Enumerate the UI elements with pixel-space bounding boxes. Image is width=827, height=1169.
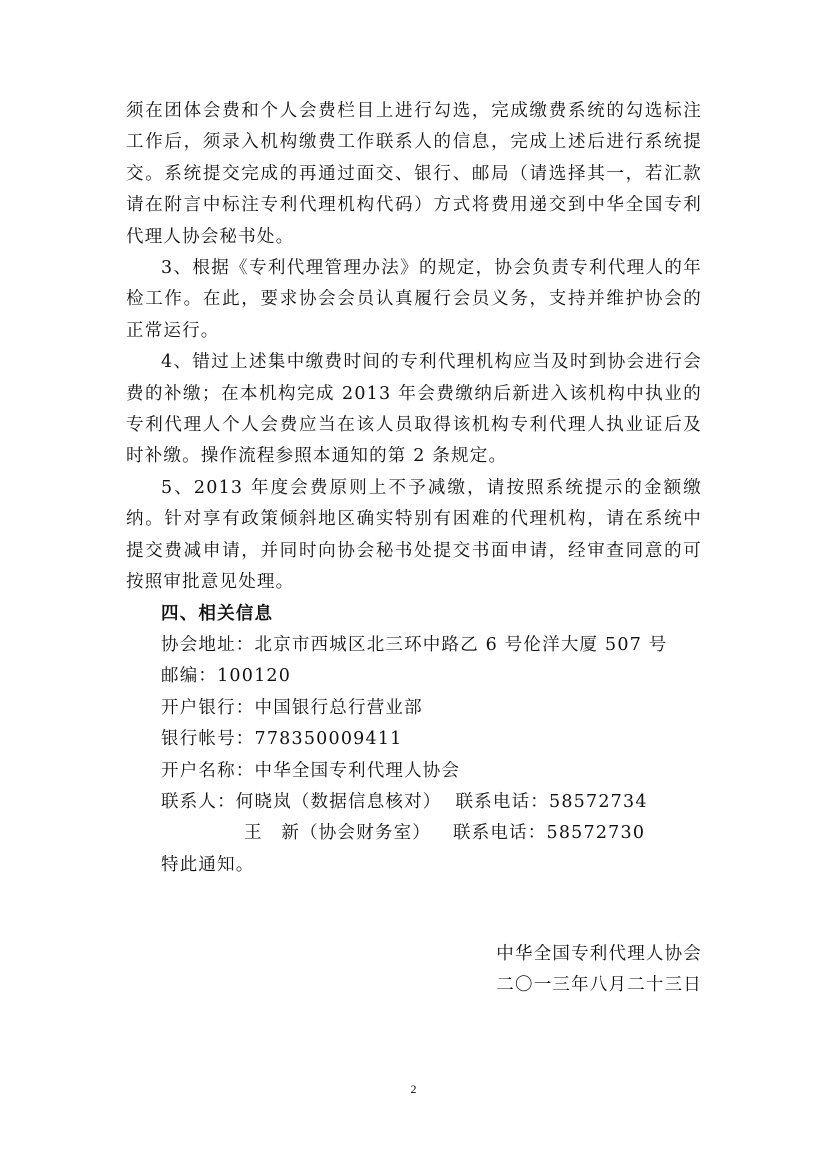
info-contact-1 xyxy=(126,787,702,818)
info-account: 银行帐号：778350009411 xyxy=(161,729,403,750)
contact-2-phone: 联系电话：58572730 xyxy=(453,823,646,844)
signature-date: 二〇一三年八月二十三日 xyxy=(496,975,702,996)
contact-2-name: 王 新（协会财务室） xyxy=(244,823,431,844)
info-contact-2 xyxy=(126,818,702,849)
info-address: 协会地址：北京市西城区北三环中路乙 6 号伦洋大厦 507 号 xyxy=(161,634,668,655)
signature-block xyxy=(496,939,702,1002)
paragraph-payment-steps: 须在团体会费和个人会费栏目上进行勾选，完成缴费系统的勾选标注工作后，须录入机构缴费工作联系人的信息，完成上述后进行系统提交。系统提交完成的再通过面交、银行、邮局（请选择其一，若汇款请在附言中标注专利代理机构代码）方式将费用递交到中华全国专利代理人协会秘书处。 xyxy=(126,101,702,247)
signature-organization: 中华全国专利代理人协会 xyxy=(496,944,702,964)
contact-1-phone: 联系电话：58572734 xyxy=(455,791,648,812)
paragraph-item-5: 5、2013 年度会费原则上不予减缴，请按照系统提示的金额缴纳。针对享有政策倾斜地区确实特别有困难的代理机构，请在系统中提交费减申请，并同时向协会秘书处提交书面申请，经审查同意的可按照审批意见处理。 xyxy=(126,477,702,593)
section-heading: 四、相关信息 xyxy=(161,603,274,624)
paragraph-item-3: 3、根据《专利代理管理办法》的规定，协会负责专利代理人的年检工作。在此，要求协会会员认真履行会员义务，支持并维护协会的正常运行。 xyxy=(126,258,702,341)
document-body xyxy=(126,96,702,881)
closing-line: 特此通知。 xyxy=(161,854,255,875)
info-postcode: 邮编：100120 xyxy=(161,666,292,687)
page-number: 2 xyxy=(410,1082,417,1096)
info-account-name: 开户名称：中华全国专利代理人协会 xyxy=(161,760,461,781)
info-bank: 开户银行：中国银行总行营业部 xyxy=(161,697,423,718)
contact-1-name: 联系人：何晓岚（数据信息核对） xyxy=(161,791,442,812)
paragraph-item-4: 4、错过上述集中缴费时间的专利代理机构应当及时到协会进行会费的补缴；在本机构完成 2013 年会费缴纳后新进入该机构中执业的专利代理人个人会费应当在该人员取得该机构专利代理人执业证后及时补缴。操作流程参照本通知的第 2 条规定。 xyxy=(126,352,702,467)
